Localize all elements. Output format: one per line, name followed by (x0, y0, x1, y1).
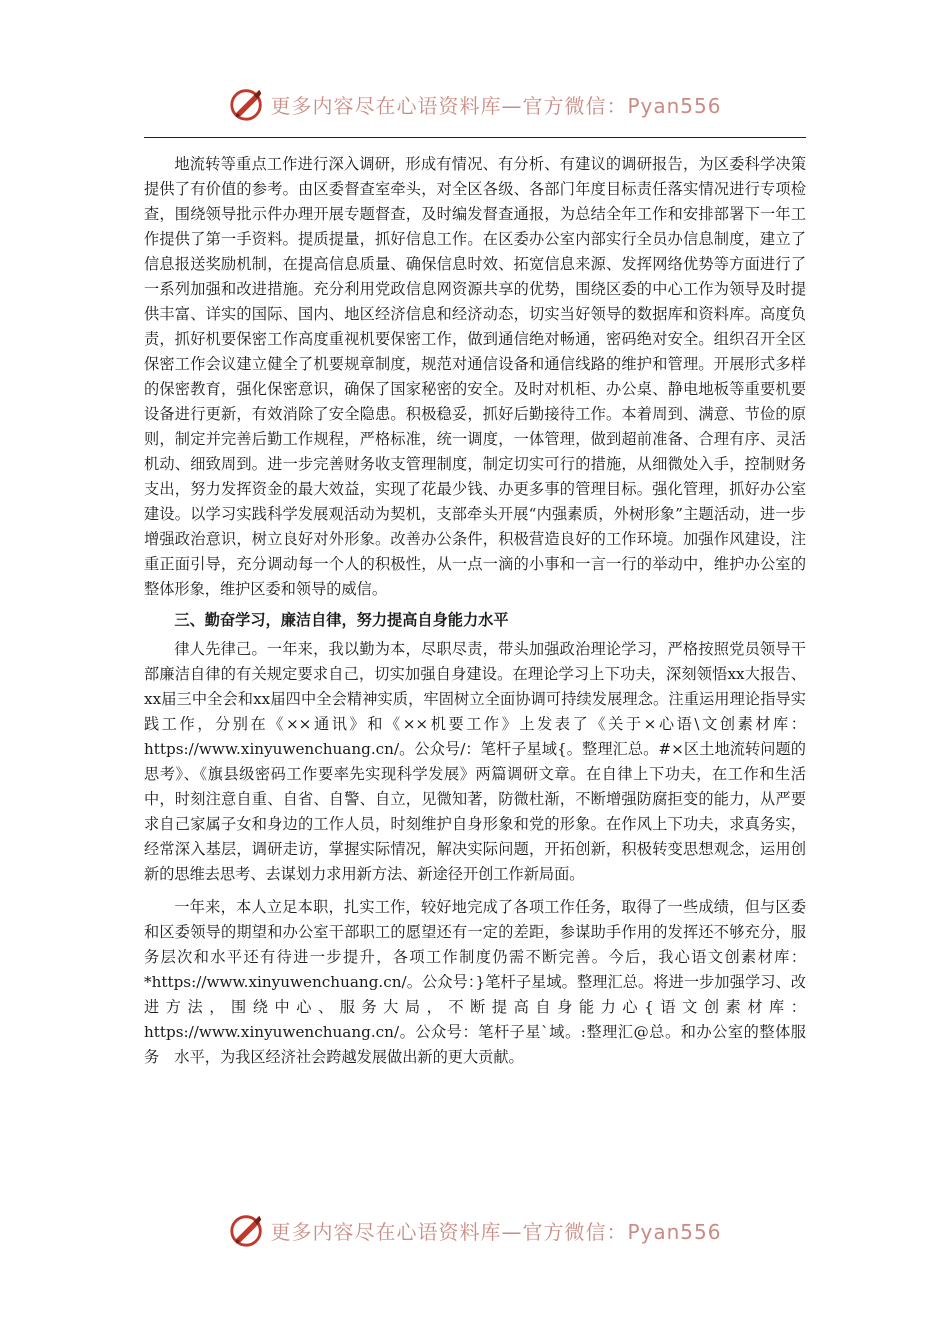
paragraph-1: 地流转等重点工作进行深入调研，形成有情况、有分析、有建议的调研报告，为区委科学决策提供了有价值的参考。由区委督查室牵头，对全区各级、各部门年度目标责任落实情况进行专项检查，围绕领导批示件办理开展专题督查，及时编发督查通报，为总结全年工作和安排部署下一年工作提供了第一手资料。提质提量，抓好信息工作。在区委办公室内部实行全员办信息制度，建立了信息报送奖励机制，在提高信息质量、确保信息时效、拓宽信息来源、发挥网络优势等方面进行了一系列加强和改进措施。充分利用党政信息网资源共享的优势，围绕区委的中心工作为领导及时提供丰富、详实的国际、国内、地区经济信息和经济动态，切实当好领导的数据库和资料库。高度负责，抓好机要保密工作高度重视机要保密工作，做到通信绝对畅通，密码绝对安全。组织召开全区保密工作会议建立健全了机要规章制度，规范对通信设备和通信线路的维护和管理。开展形式多样的保密教育，强化保密意识，确保了国家秘密的安全。及时对机柜、办公桌、静电地板等重要机要设备进行更新，有效消除了安全隐患。积极稳妥，抓好后勤接待工作。本着周到、满意、节俭的原则，制定并完善后勤工作规程，严格标准，统一调度，一体管理，做到超前准备、合理有序、灵活机动、细致周到。进一步完善财务收支管理制度，制定切实可行的措施，从细微处入手，控制财务支出，努力发挥资金的最大效益，实现了花最少钱、办更多事的管理目标。强化管理，抓好办公室建设。以学习实践科学发展观活动为契机，支部牵头开展“内强素质，外树形象”主题活动，进一步增强政治意识，树立良好对外形象。改善办公条件，积极营造良好的工作环境。加强作风建设，注重正面引导，充分调动每一个人的积极性，从一点一滴的小事和一言一行的举动中，维护办公室的整体形象，维护区委和领导的威信。 (144, 155, 806, 598)
section-heading-3: 三、勤奋学习，廉洁自律，努力提高自身能力水平 (174, 611, 509, 629)
pen-circle-logo-icon (228, 1211, 266, 1249)
pen-circle-logo-icon (228, 85, 266, 123)
footer-banner (0, 1208, 950, 1252)
banner-text: 更多内容尽在心语资料库—官方微信：Pyan556 (270, 93, 722, 118)
banner-text: 更多内容尽在心语资料库—官方微信：Pyan556 (270, 1219, 722, 1244)
header-banner (0, 82, 950, 126)
header-rule (144, 137, 806, 138)
paragraph-2: 律人先律己。一年来，我以勤为本，尽职尽责，带头加强政治理论学习，严格按照党员领导干部廉洁自律的有关规定要求自己，切实加强自身建设。在理论学习上下功夫，深刻领悟xx大报告、xx届三中全会和xx届四中全会精神实质，牢固树立全面协调可持续发展理念。注重运用理论指导实践工作，分别在《××通讯》和《××机要工作》上发表了《关于×心语\文创素材库：https://www.xinyuwenchuang.cn/。公众号/：笔杆子星域{。整理汇总。#×区土地流转问题的思考》、《旗县级密码工作要率先实现科学发展》两篇调研文章。在自律上下功夫，在工作和生活中，时刻注意自重、自省、自警、自立，见微知著，防微杜渐，不断增强防腐拒变的能力，从严要求自己家属子女和身边的工作人员，时刻维护自身形象和党的形象。在作风上下功夫，求真务实，经常深入基层，调研走访，掌握实际情况，解决实际问题，开拓创新，积极转变思想观念，运用创新的思维去思考、去谋划力求用新方法、新途径开创工作新局面。 (144, 640, 806, 883)
paragraph-3: 一年来，本人立足本职，扎实工作，较好地完成了各项工作任务，取得了一些成绩，但与区委和区委领导的期望和办公室干部职工的愿望还有一定的差距，参谋助手作用的发挥还不够充分，服务层次和水平还有待进一步提升，各项工作制度仍需不断完善。今后，我心语文创素材库：*https://www.xinyuwenchuang.cn/。公众号：}笔杆子星域。整理汇总。将进一步加强学习、改进方法，围绕中心、服务大局，不断提高自身能力心{语文创素材库：https://www.xinyuwenchuang.cn/。公众号：笔杆子星`域。:整理汇@总。和办公室的整体服务 水平，为我区经济社会跨越发展做出新的更大贡献。 (144, 898, 806, 1066)
document-body (144, 152, 806, 1070)
